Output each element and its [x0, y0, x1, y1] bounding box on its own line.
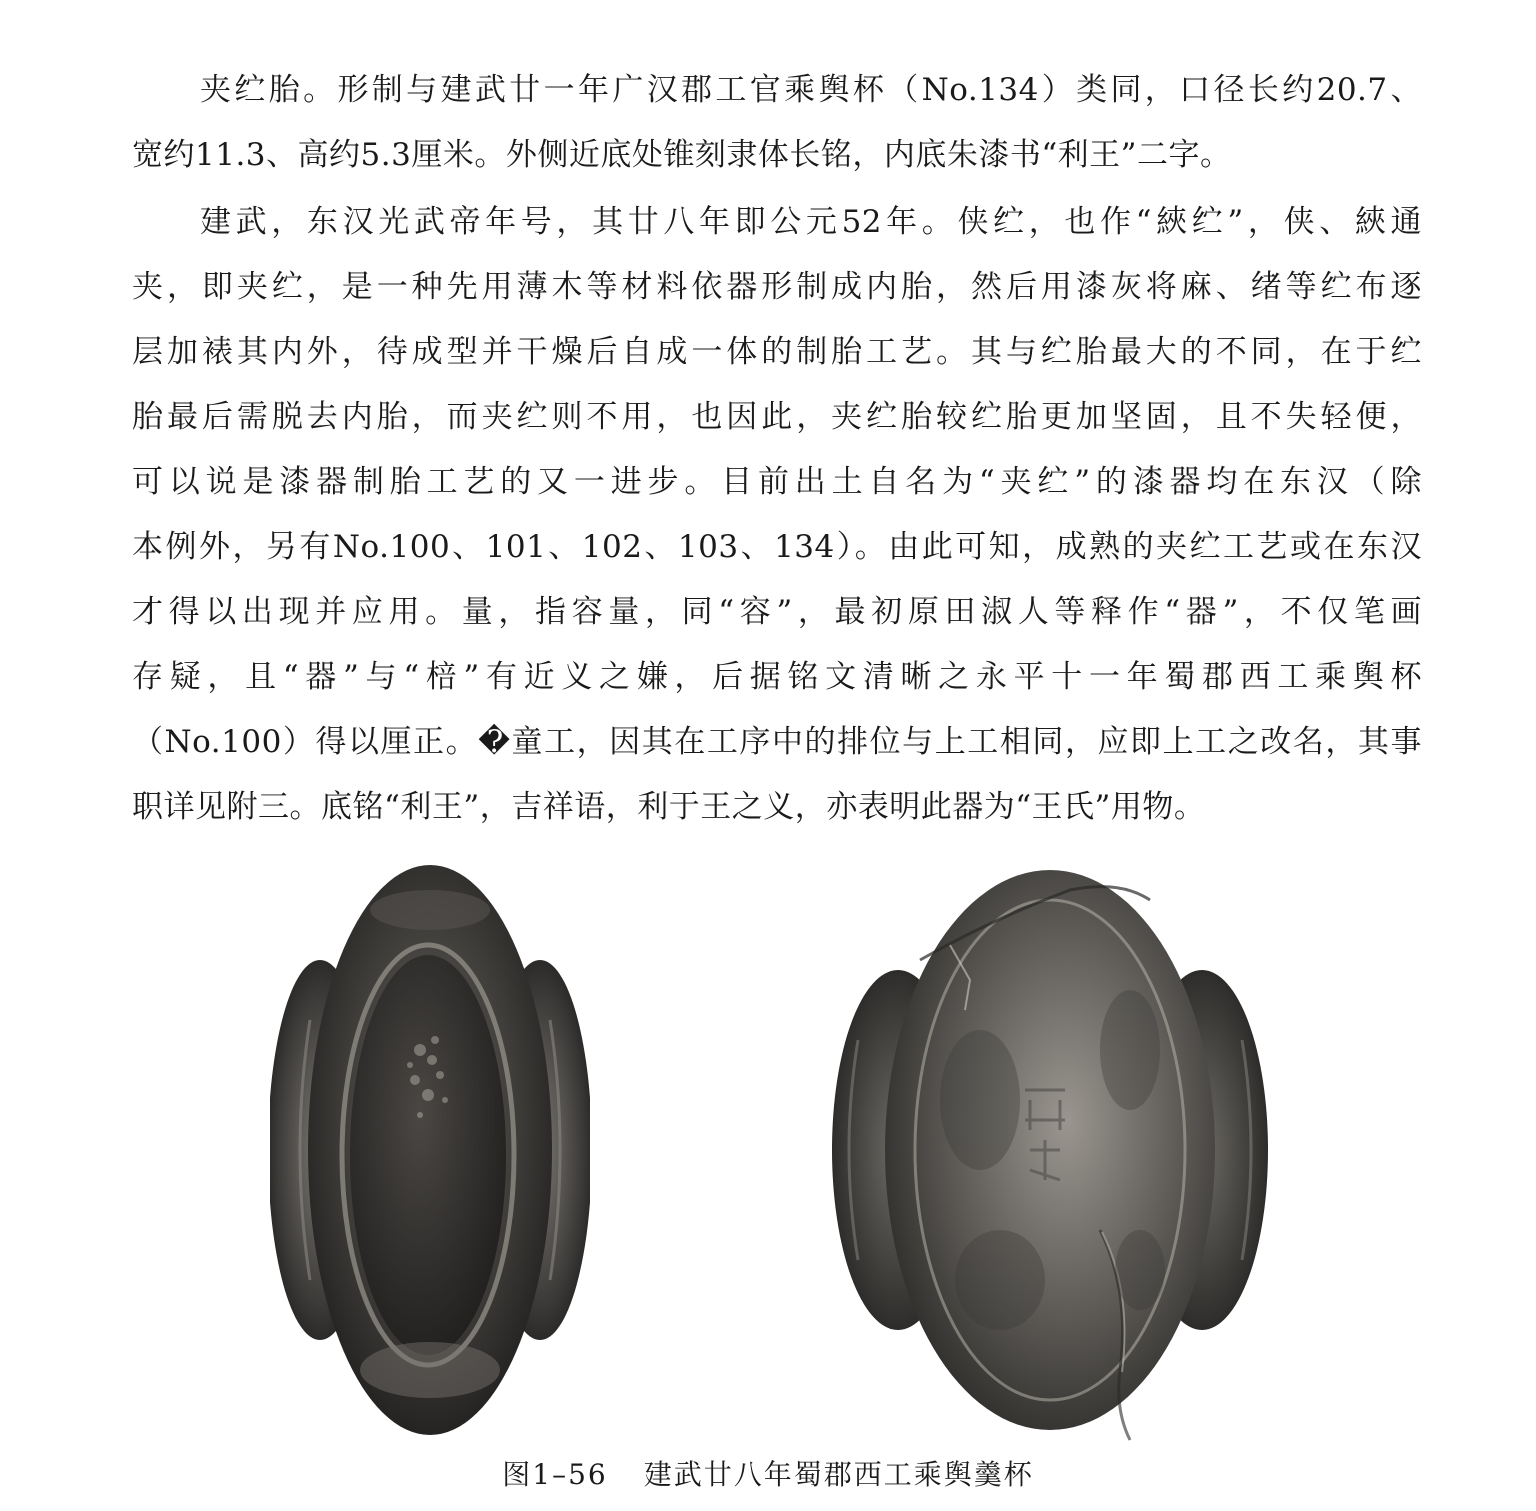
paragraph-2-line-5: 可以说是漆器制胎工艺的又一进步。目前出土自名为“夹纻”的漆器均在东汉（除 — [132, 464, 1422, 500]
body-text — [132, 58, 1422, 840]
paragraph-2-line-7: 才得以出现并应用。量，指容量，同“容”，最初原田淑人等释作“器”，不仅笔画 — [132, 594, 1422, 630]
paragraph-2-line-6: 本例外，另有No.100、101、102、103、134）。由此可知，成熟的夹纻工艺或在东汉 — [132, 529, 1422, 565]
paragraph-2-line-2: 夹，即夹纻，是一种先用薄木等材料依器形制成内胎，然后用漆灰将麻、绪等纻布逐 — [132, 269, 1422, 305]
paragraph-2-line-8: 存疑，且“器”与“棓”有近义之嫌，后据铭文清晰之永平十一年蜀郡西工乘舆杯 — [132, 659, 1422, 695]
figure-title: 建武廿八年蜀郡西工乘舆羹杯 — [643, 1458, 1034, 1491]
paragraph-1-line-2: 宽约11.3、高约5.3厘米。外侧近底处锥刻隶体长铭，内底朱漆书“利王”二字。 — [132, 137, 1232, 173]
paragraph-1-line-1: 夹纻胎。形制与建武廿一年广汉郡工官乘舆杯（No.134）类同，口径长约20.7、 — [200, 72, 1422, 108]
figure-caption — [0, 1455, 1536, 1495]
paragraph-2-line-3: 层加裱其内外，待成型并干燥后自成一体的制胎工艺。其与纻胎最大的不同，在于纻 — [132, 334, 1422, 370]
figure-number: 图1–56 — [502, 1458, 608, 1491]
figure-lacquer-cup — [0, 850, 1536, 1450]
paragraph-2-line-10: 职详见附三。底铭“利王”，吉祥语，利于王之义，亦表明此器为“王氏”用物。 — [132, 789, 1206, 825]
cup-interior-photo — [270, 850, 590, 1450]
paragraph-2-line-1: 建武，东汉光武帝年号，其廿八年即公元52年。侠纻，也作“綊纻”，侠、綊通 — [200, 204, 1422, 240]
paragraph-2-line-9: （No.100）得以厘正。�童工，因其在工序中的排位与上工相同，应即上工之改名，其事 — [132, 724, 1422, 760]
cup-underside-photo — [830, 850, 1270, 1450]
paragraph-2-line-4: 胎最后需脱去内胎，而夹纻则不用，也因此，夹纻胎较纻胎更加坚固，且不失轻便， — [132, 399, 1422, 435]
